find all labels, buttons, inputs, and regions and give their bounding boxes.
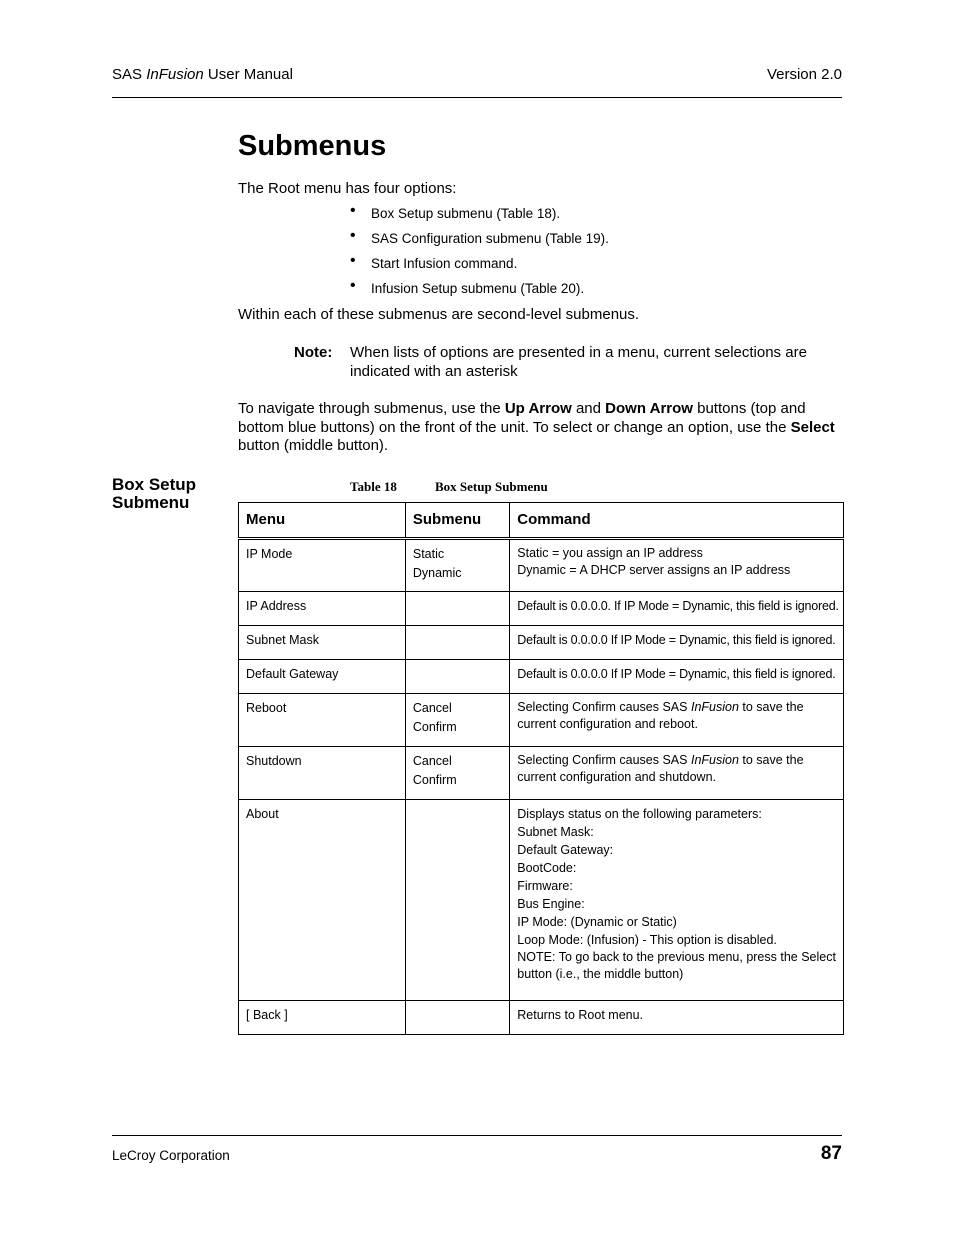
table-row — [239, 1001, 844, 1035]
list-item: • Infusion Setup submenu (Table 20). — [350, 277, 585, 296]
menu-cell: About — [239, 800, 406, 1001]
root-options-list — [348, 202, 609, 305]
note-text: When lists of options are presented in a menu, current selections are indicated with an asterisk — [350, 344, 807, 380]
page-number: 87 — [820, 1143, 842, 1164]
box-setup-table — [238, 502, 844, 1035]
column-header-command: Command — [510, 503, 844, 539]
table-caption-title: Box Setup Submenu — [435, 479, 548, 494]
footer-company: LeCroy Corporation — [112, 1148, 230, 1163]
command-cell: Default is 0.0.0.0. If IP Mode = Dynamic, this field is ignored. — [510, 592, 844, 626]
section-heading: Box Setup Submenu — [112, 475, 197, 512]
submenu-cell — [405, 592, 509, 626]
table-row — [239, 747, 844, 800]
column-header-submenu: Submenu — [405, 503, 509, 539]
submenu-cell — [405, 1001, 509, 1035]
menu-cell: IP Address — [239, 592, 406, 626]
list-item: • Box Setup submenu (Table 18). — [350, 202, 561, 221]
command-cell: Selecting Confirm causes SAS InFusion to save the current configuration and reboot. — [510, 694, 844, 747]
table-row — [239, 800, 844, 1001]
command-cell: Default is 0.0.0.0 If IP Mode = Dynamic, this field is ignored. — [510, 626, 844, 660]
submenu-cell — [405, 660, 509, 694]
menu-cell: Subnet Mask — [239, 626, 406, 660]
submenu-cell — [405, 626, 509, 660]
submenu-cell — [405, 800, 509, 1001]
table-row — [239, 694, 844, 747]
list-item: • Start Infusion command. — [350, 252, 518, 271]
navigation-paragraph: To navigate through submenus, use the Up Arrow and Down Arrow buttons (top and bottom blue buttons) on the front of the unit. To select or change an option, use the Select button (middle button). — [238, 400, 835, 454]
table-row — [239, 592, 844, 626]
table-row — [239, 660, 844, 694]
column-header-menu: Menu — [239, 503, 406, 539]
list-item: • SAS Configuration submenu (Table 19). — [350, 227, 609, 246]
menu-cell: Default Gateway — [239, 660, 406, 694]
menu-cell: IP Mode — [239, 539, 406, 592]
command-cell: Default is 0.0.0.0 If IP Mode = Dynamic, this field is ignored. — [510, 660, 844, 694]
command-cell: Static = you assign an IP address Dynamic = A DHCP server assigns an IP address — [510, 539, 844, 592]
bullet-icon: • — [350, 252, 356, 269]
intro-paragraph: The Root menu has four options: — [238, 180, 457, 197]
table-caption-number: Table 18 — [350, 479, 397, 494]
command-cell: Selecting Confirm causes SAS InFusion to save the current configuration and shutdown. — [510, 747, 844, 800]
submenu-cell: Cancel Confirm — [405, 694, 509, 747]
menu-cell: Shutdown — [239, 747, 406, 800]
footer-rule — [112, 1135, 842, 1136]
submenu-cell: Cancel Confirm — [405, 747, 509, 800]
command-cell: Displays status on the following parameters: Subnet Mask: Default Gateway: BootCode: Firmware: Bus Engine: IP Mode: (Dynamic or Static) Loop Mode: (Infusion) - This option is disabled. NOTE: To go back to the previous menu, press the Select button (i.e., the middle button) — [510, 800, 844, 1001]
bullet-icon: • — [350, 277, 356, 294]
table-header-row — [239, 503, 844, 539]
note-label: Note: — [294, 344, 333, 361]
submenu-cell: Static Dynamic — [405, 539, 509, 592]
bullet-icon: • — [350, 227, 356, 244]
menu-cell: [ Back ] — [239, 1001, 406, 1035]
table-row — [239, 626, 844, 660]
header-rule — [112, 97, 842, 98]
within-paragraph: Within each of these submenus are second-level submenus. — [238, 306, 640, 323]
table-row — [239, 539, 844, 592]
command-cell: Returns to Root menu. — [510, 1001, 844, 1035]
bullet-icon: • — [350, 202, 356, 219]
page-title: Submenus — [238, 130, 387, 162]
running-header-version: Version 2.0 — [766, 66, 842, 83]
running-header-title: SAS InFusion User Manual — [112, 66, 293, 83]
menu-cell: Reboot — [239, 694, 406, 747]
